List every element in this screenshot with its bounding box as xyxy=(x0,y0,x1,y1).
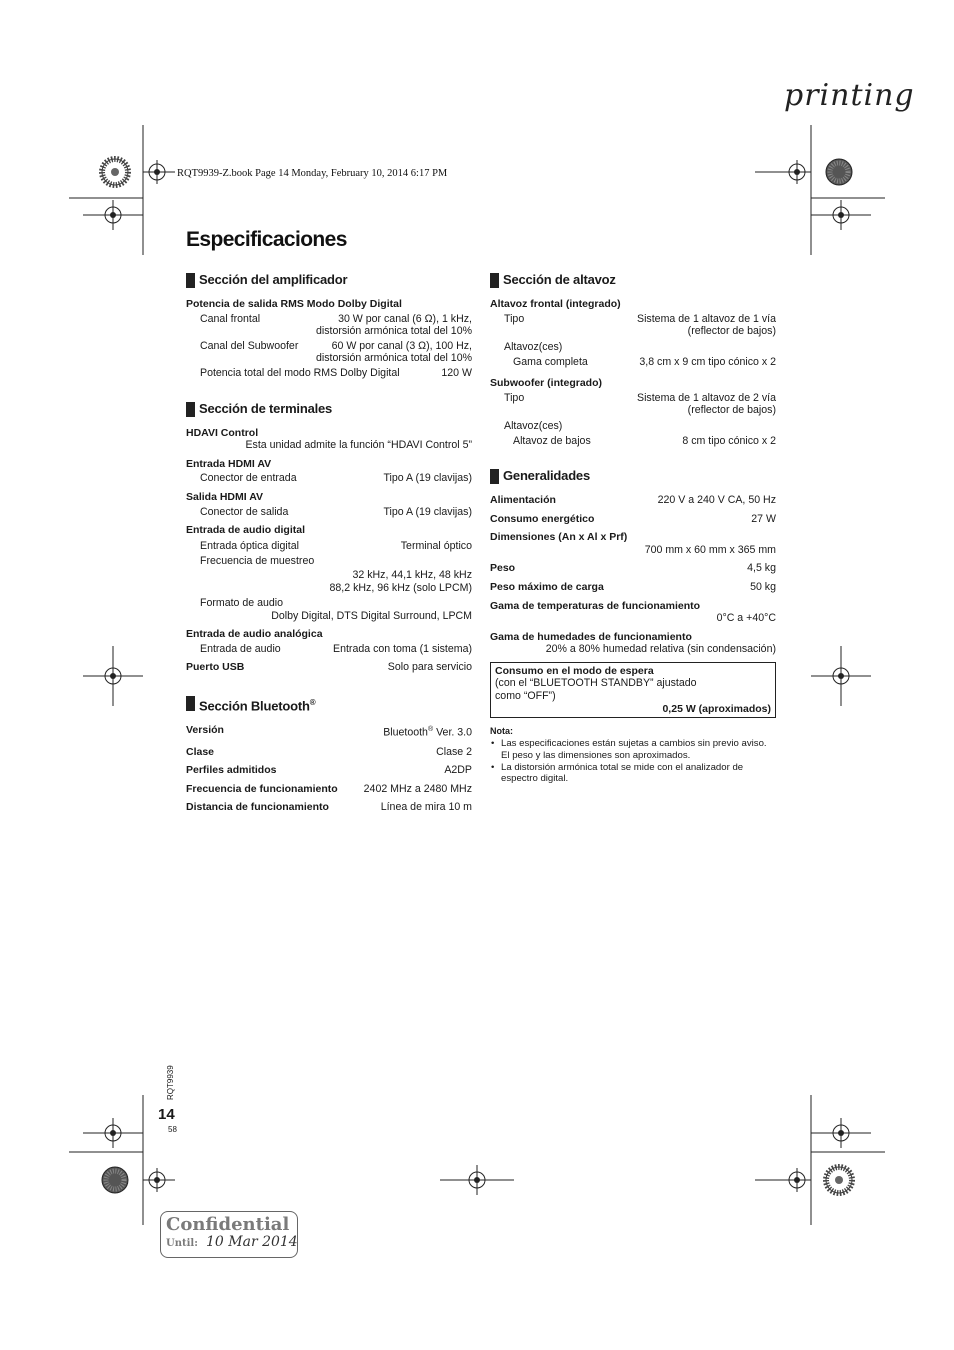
bluetooth-heading-text: Sección Bluetooth xyxy=(199,698,310,714)
amp-total-label: Potencia total del modo RMS Dolby Digital xyxy=(200,366,400,379)
section-heading-general: Generalidades xyxy=(490,468,776,484)
power-supply-value: 220 V a 240 V CA, 50 Hz xyxy=(657,493,776,506)
sub-page-number: 58 xyxy=(168,1125,177,1134)
usb-value: Solo para servicio xyxy=(387,661,472,674)
bt-version-label: Versión xyxy=(186,724,224,737)
standby-value: 0,25 W (aproximados) xyxy=(662,702,771,715)
sampling-freq-value-2: 88,2 kHz, 96 kHz (solo LPCM) xyxy=(329,581,472,594)
dimensions-value: 700 mm x 60 mm x 365 mm xyxy=(644,543,776,556)
front-speakers-label: Altavoz(ces) xyxy=(504,340,563,353)
woofer-label: Altavoz de bajos xyxy=(513,435,591,448)
amp-front-value-2: distorsión armónica total del 10% xyxy=(315,325,472,338)
until-label: Until: xyxy=(166,1238,198,1249)
sub-speakers-label: Altavoz(ces) xyxy=(504,419,563,432)
bt-profiles-label: Perfiles admitidos xyxy=(186,764,277,777)
page-number: 14 xyxy=(158,1106,175,1123)
amp-total-value: 120 W xyxy=(441,366,472,379)
amp-front-value: 30 W por canal (6 Ω), 1 kHz, xyxy=(338,312,472,325)
amp-front-label: Canal frontal xyxy=(200,312,261,325)
section-heading-terminals: Sección de terminales xyxy=(186,401,472,417)
front-type-value: Sistema de 1 altavoz de 1 vía xyxy=(637,312,776,325)
section-heading-amplifier: Sección del amplificador xyxy=(186,272,472,288)
weight-label: Peso xyxy=(490,562,516,575)
analog-sub-label: Entrada de audio xyxy=(200,642,281,655)
bt-distance-label: Distancia de funcionamiento xyxy=(186,801,329,814)
left-column xyxy=(186,272,472,814)
document-code: RQT9939 xyxy=(166,1065,175,1100)
humidity-label: Gama de humedades de funcionamiento xyxy=(490,630,692,643)
bt-frequency-label: Frecuencia de funcionamiento xyxy=(186,782,338,795)
right-column xyxy=(490,272,776,785)
amp-power-label: Potencia de salida RMS Modo Dolby Digital xyxy=(186,298,402,310)
temperature-value: 0°C a +40°C xyxy=(716,612,776,625)
front-speaker-label: Altavoz frontal (integrado) xyxy=(490,298,621,310)
sub-type-value-2: (reflector de bajos) xyxy=(687,404,776,417)
sub-type-value: Sistema de 1 altavoz de 2 vía xyxy=(637,391,776,404)
power-consumption-value: 27 W xyxy=(751,512,776,525)
printing-watermark: printing xyxy=(784,78,915,113)
hdmi-in-label: Entrada HDMI AV xyxy=(186,457,272,470)
standby-title: Consumo en el modo de espera xyxy=(495,664,654,677)
analog-audio-label: Entrada de audio analógica xyxy=(186,628,323,641)
subwoofer-label: Subwoofer (integrado) xyxy=(490,376,602,389)
page-title: Especificaciones xyxy=(186,228,347,251)
sub-type-label: Tipo xyxy=(504,391,525,404)
amp-sub-label: Canal del Subwoofer xyxy=(200,339,299,352)
registered-mark: ® xyxy=(309,698,316,708)
bt-class-value: Clase 2 xyxy=(436,745,472,758)
digital-audio-label: Entrada de audio digital xyxy=(186,524,306,537)
confidential-label: Confidential xyxy=(166,1214,290,1235)
weight-value: 4,5 kg xyxy=(747,562,776,575)
standby-consumption-box xyxy=(490,662,776,718)
usb-label: Puerto USB xyxy=(186,661,245,674)
power-supply-label: Alimentación xyxy=(490,493,556,506)
hdavi-value: Esta unidad admite la función “HDAVI Control 5” xyxy=(245,439,472,452)
hdavi-label: HDAVI Control xyxy=(186,426,259,439)
sampling-freq-value: 32 kHz, 44,1 kHz, 48 kHz xyxy=(352,568,472,581)
front-type-value-2: (reflector de bajos) xyxy=(687,325,776,338)
bt-profiles-value: A2DP xyxy=(444,764,472,777)
standby-description: (con el “BLUETOOTH STANDBY” ajustado como “OFF”) xyxy=(495,677,697,703)
analog-value: Entrada con toma (1 sistema) xyxy=(333,642,472,655)
woofer-value: 8 cm tipo cónico x 2 xyxy=(682,435,776,448)
optical-label: Entrada óptica digital xyxy=(200,539,299,552)
note-item: • Las especificaciones están sujetas a cambios sin previo aviso. El peso y las dimensiones son aproximados. xyxy=(490,738,776,762)
hdmi-in-value: Tipo A (19 clavijas) xyxy=(383,472,472,485)
full-range-label: Gama completa xyxy=(513,356,588,369)
hdmi-out-label: Salida HDMI AV xyxy=(186,490,264,503)
audio-format-label: Formato de audio xyxy=(200,597,284,610)
bt-distance-value: Línea de mira 10 m xyxy=(380,801,472,814)
humidity-value: 20% a 80% humedad relativa (sin condensación) xyxy=(545,643,776,656)
note-item-sub: El peso y las dimensiones son aproximados. xyxy=(501,749,691,761)
amp-sub-value-2: distorsión armónica total del 10% xyxy=(315,352,472,365)
until-date: 10 Mar 2014 xyxy=(206,1234,298,1250)
note-item: • La distorsión armónica total se mide con el analizador de espectro digital. xyxy=(490,762,776,786)
bt-version-value: Bluetooth® Ver. 3.0 xyxy=(383,726,472,739)
optical-value: Terminal óptico xyxy=(400,539,472,552)
section-heading-bluetooth xyxy=(186,695,472,714)
hdmi-out-sub-label: Conector de salida xyxy=(200,505,289,518)
temperature-label: Gama de temperaturas de funcionamiento xyxy=(490,599,701,612)
max-load-label: Peso máximo de carga xyxy=(490,580,604,593)
book-file-info: RQT9939-Z.book Page 14 Monday, February 10, 2014 6:17 PM xyxy=(177,168,448,179)
notes-title: Nota: xyxy=(490,726,513,737)
bt-class-label: Clase xyxy=(186,745,215,758)
hdmi-in-sub-label: Conector de entrada xyxy=(200,472,297,485)
amp-sub-value: 60 W por canal (3 Ω), 100 Hz, xyxy=(331,339,472,352)
dimensions-label: Dimensiones (An x Al x Prf) xyxy=(490,531,628,544)
full-range-value: 3,8 cm x 9 cm tipo cónico x 2 xyxy=(639,356,776,369)
audio-format-value: Dolby Digital, DTS Digital Surround, LPCM xyxy=(271,609,472,622)
bt-frequency-value: 2402 MHz a 2480 MHz xyxy=(363,782,472,795)
power-consumption-label: Consumo energético xyxy=(490,512,595,525)
section-heading-speaker: Sección de altavoz xyxy=(490,272,776,288)
max-load-value: 50 kg xyxy=(750,580,776,593)
sampling-freq-label: Frecuencia de muestreo xyxy=(200,555,315,568)
hdmi-out-value: Tipo A (19 clavijas) xyxy=(383,505,472,518)
notes xyxy=(490,726,776,785)
front-type-label: Tipo xyxy=(504,312,525,325)
